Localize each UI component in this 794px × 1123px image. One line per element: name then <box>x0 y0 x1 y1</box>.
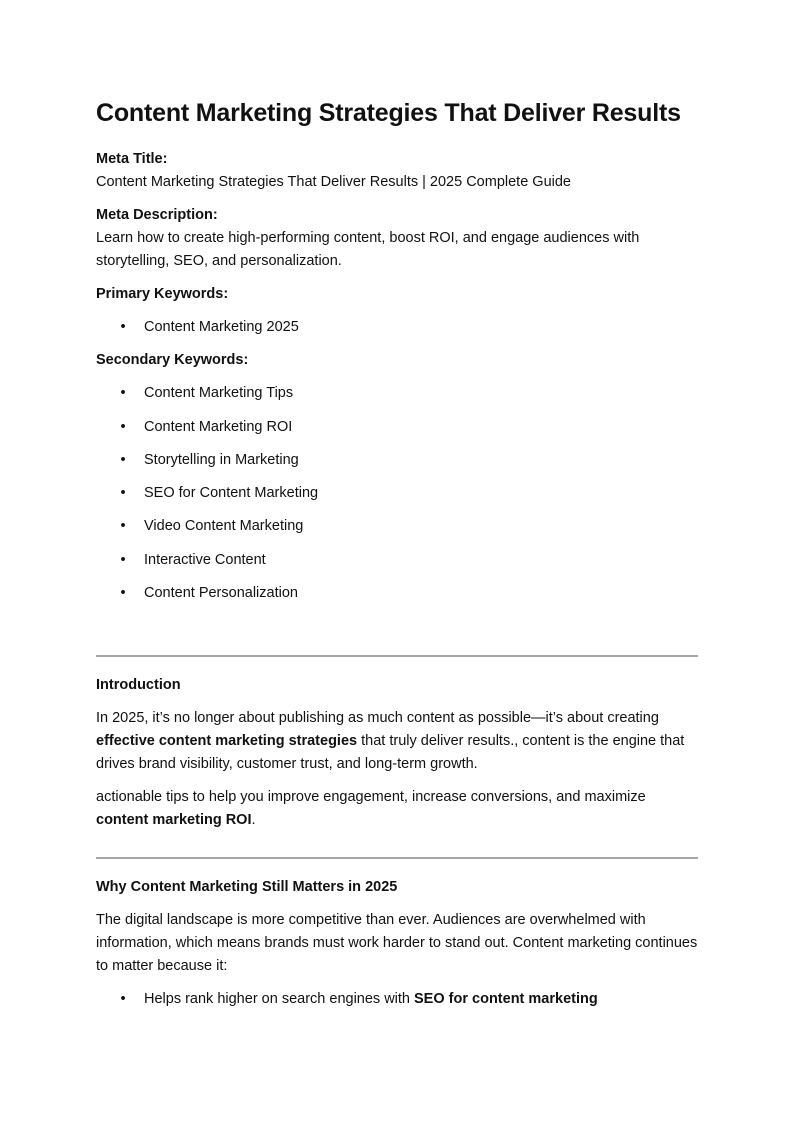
primary-keywords-list <box>96 316 698 339</box>
intro-p2-text-end: . <box>251 812 256 829</box>
list-item <box>96 382 698 405</box>
list-item <box>96 582 698 605</box>
keyword-text: Content Marketing 2025 <box>144 319 299 335</box>
intro-p1-bold: effective content marketing strategies <box>96 733 358 750</box>
meta-title-label: Meta Title: <box>96 151 168 167</box>
list-item <box>96 549 698 572</box>
introduction-paragraph-1 <box>96 707 698 776</box>
meta-description-block <box>96 204 698 273</box>
document-title: Content Marketing Strategies That Deliver Results <box>96 99 681 127</box>
bullet-icon: • <box>120 991 126 1008</box>
meta-description-value: Learn how to create high-performing content, boost ROI, and engage audiences with storytelling, SEO, and personalization. <box>96 230 640 269</box>
bullet-icon: • <box>120 418 126 435</box>
keyword-text: Content Marketing ROI <box>144 418 293 435</box>
bullet-icon: • <box>120 485 126 502</box>
list-item <box>96 515 698 538</box>
why-bullet-text: Helps rank higher on search engines with <box>144 991 415 1008</box>
keyword-text: Content Personalization <box>144 585 298 602</box>
keyword-text: Interactive Content <box>144 551 266 568</box>
intro-p1-text-end: that truly deliver results., content is the engine that drives brand visibility, customer trust, and long-term growth. <box>96 733 685 773</box>
keyword-text: Video Content Marketing <box>144 518 304 535</box>
keyword-text: Content Marketing Tips <box>144 385 294 402</box>
why-section-paragraph: The digital landscape is more competitive than ever. Audiences are overwhelmed with information, which means brands must work harder to stand out. Content marketing continues to matter because it: <box>96 912 698 975</box>
meta-title-block <box>96 148 698 194</box>
why-section-heading: Why Content Marketing Still Matters in 2025 <box>96 879 398 896</box>
document-page <box>96 96 698 1021</box>
keyword-text: SEO for Content Marketing <box>144 485 319 502</box>
list-item <box>96 449 698 472</box>
bullet-icon: • <box>120 585 126 602</box>
secondary-keywords-list <box>96 382 698 605</box>
list-item <box>96 482 698 505</box>
section-divider <box>96 857 698 859</box>
introduction-heading: Introduction <box>96 677 181 694</box>
why-bullet-bold: SEO for content marketing <box>414 991 598 1008</box>
bullet-icon: • <box>120 451 126 468</box>
meta-title-value: Content Marketing Strategies That Deliver Results | 2025 Complete Guide <box>96 174 571 190</box>
secondary-keywords-label: Secondary Keywords: <box>96 352 249 369</box>
intro-p1-text: In 2025, it’s no longer about publishing as much content as possible—it’s about creating <box>96 710 659 727</box>
list-item <box>96 416 698 439</box>
intro-p2-text: actionable tips to help you improve engagement, increase conversions, and maximize <box>96 789 646 806</box>
bullet-icon: • <box>120 385 126 402</box>
why-section-list <box>96 988 698 1011</box>
primary-keywords-label: Primary Keywords: <box>96 286 229 302</box>
introduction-paragraph-2 <box>96 786 698 832</box>
intro-p2-bold: content marketing ROI <box>96 812 252 829</box>
meta-description-label: Meta Description: <box>96 207 218 223</box>
list-item <box>96 316 698 339</box>
bullet-icon: • <box>120 551 126 568</box>
list-item <box>96 988 698 1011</box>
section-divider <box>96 655 698 657</box>
keyword-text: Storytelling in Marketing <box>144 451 299 468</box>
bullet-icon: • <box>120 319 126 335</box>
bullet-icon: • <box>120 518 126 535</box>
